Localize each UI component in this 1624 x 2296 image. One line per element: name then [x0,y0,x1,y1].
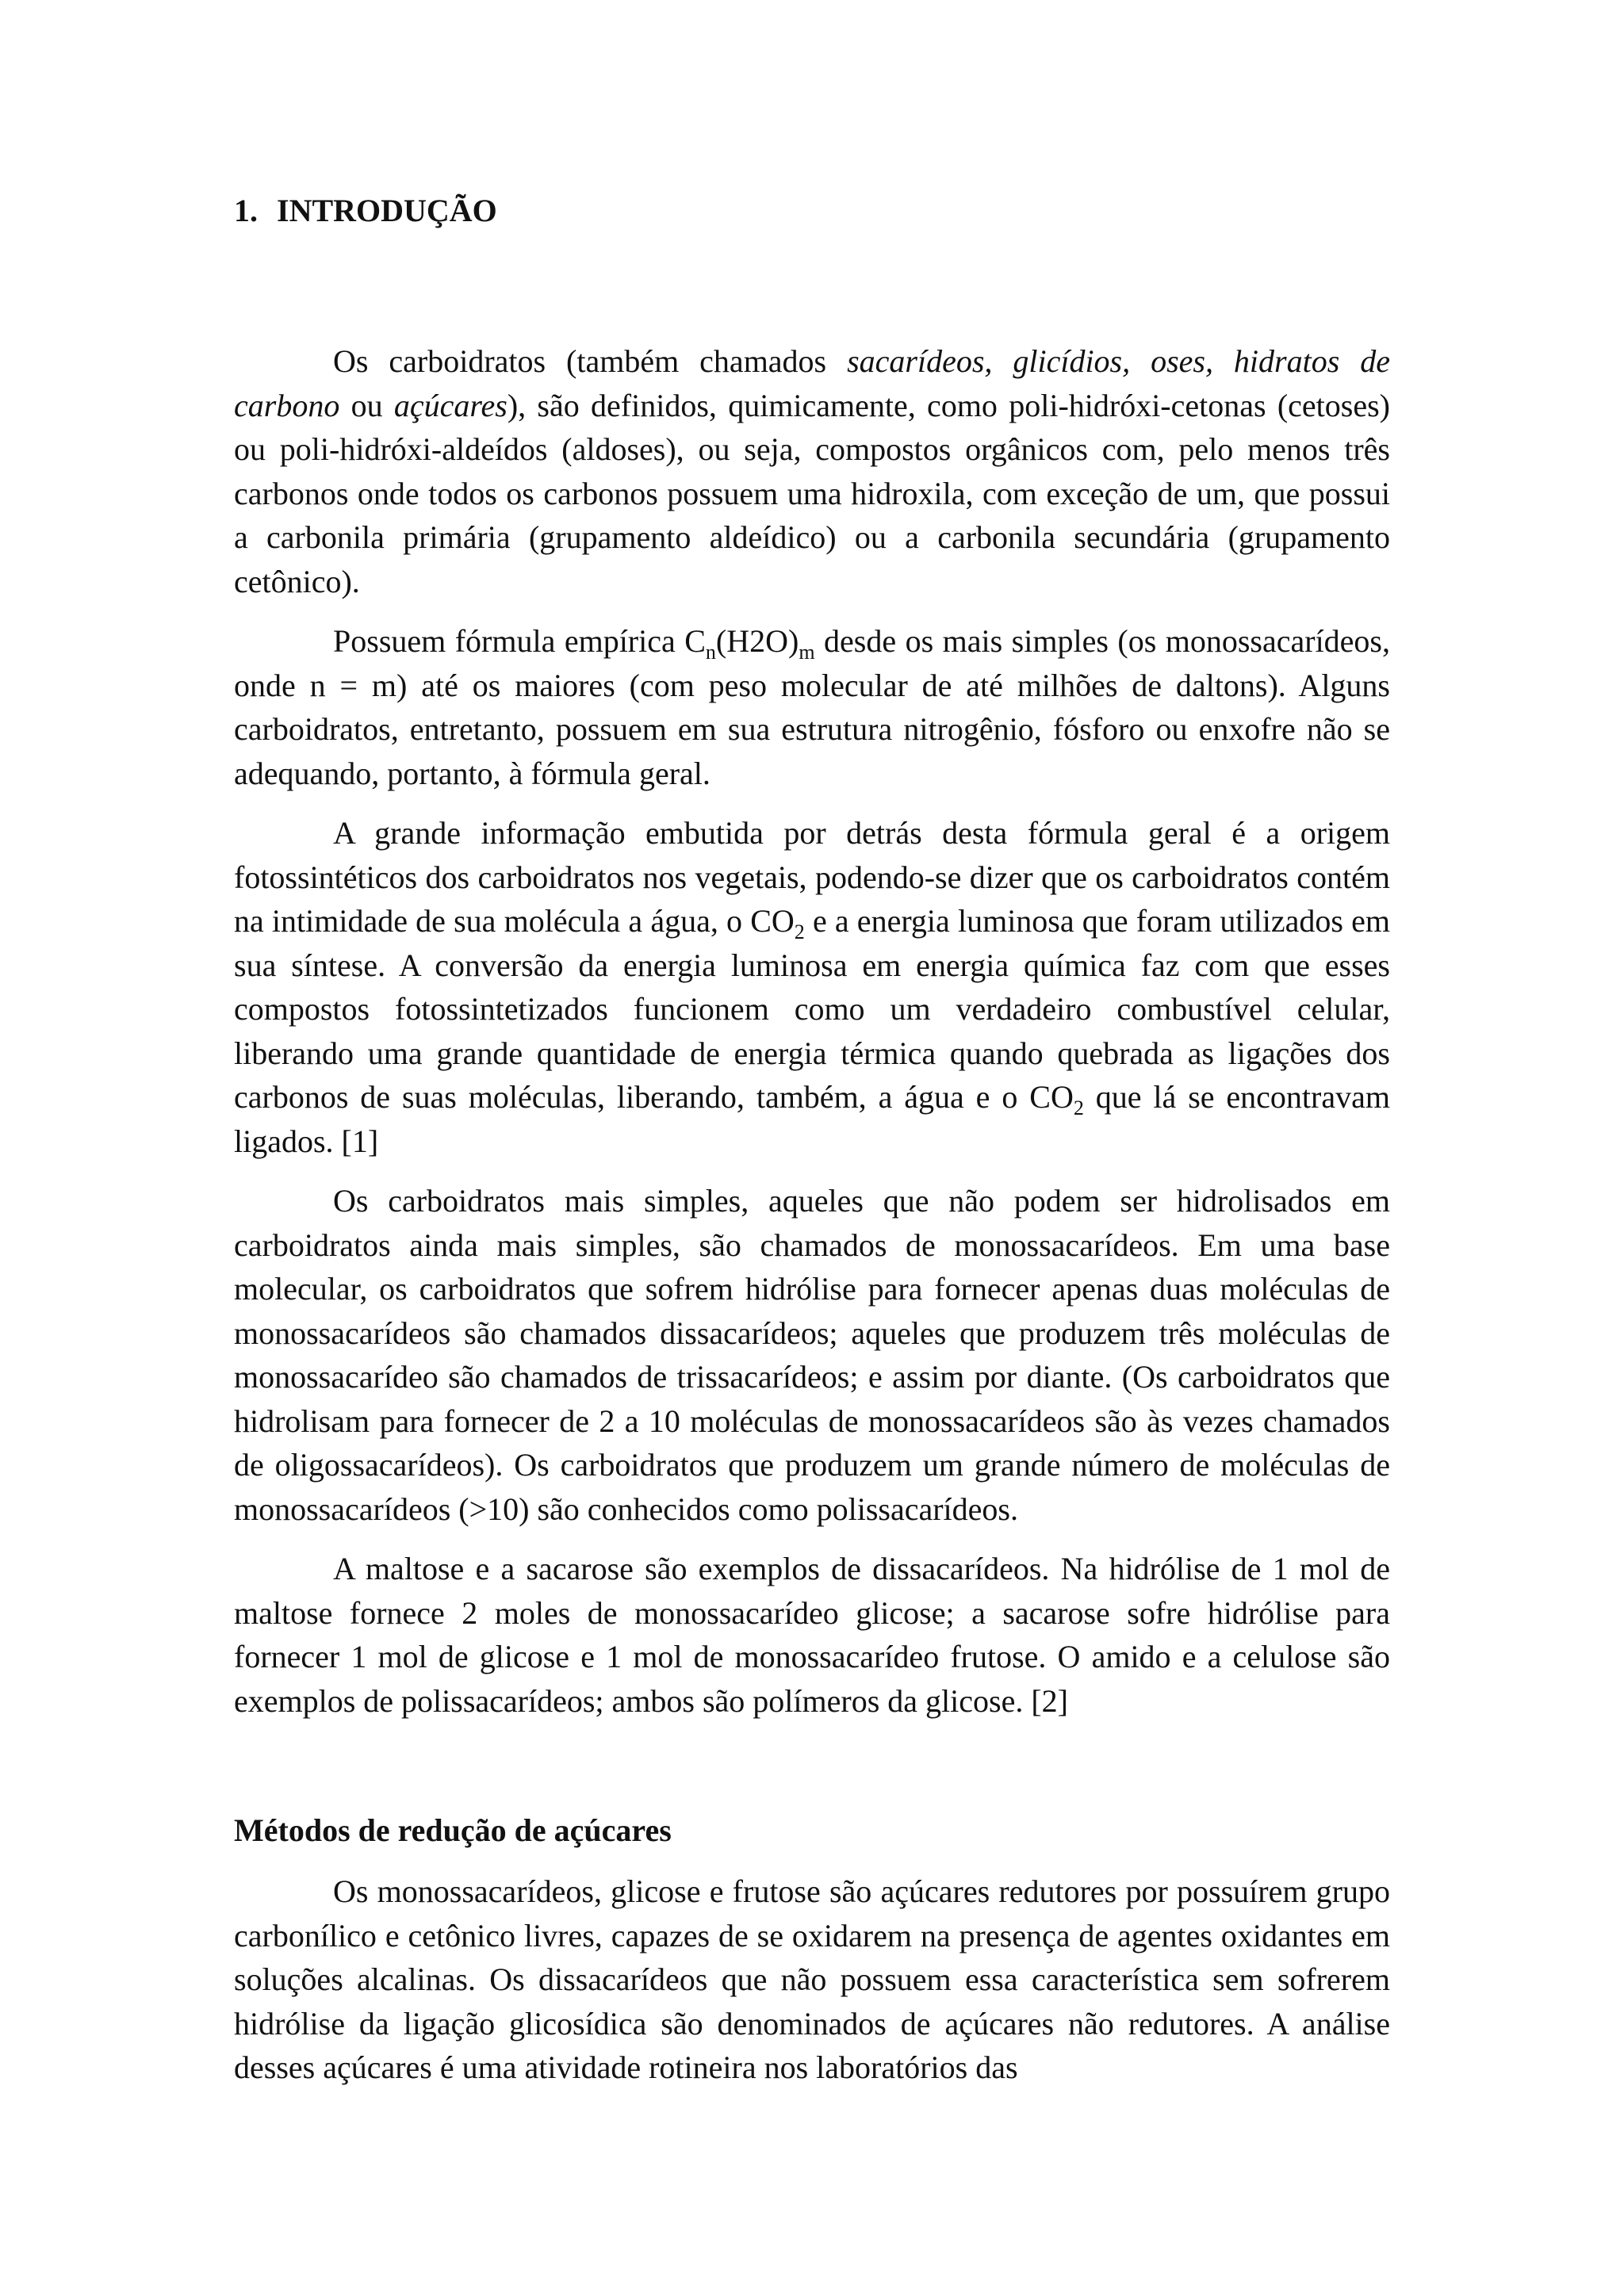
document-page [234,189,1390,2090]
paragraph-disaccharides: A maltose e a sacarose são exemplos de dissacarídeos. Na hidrólise de 1 mol de maltose fornece 2 moles de monossacarídeo glicose; a sacarose sofre hidrólise para fornecer 1 mol de glicose e 1 mol de monossacarídeo frutose. O amido e a celulose são exemplos de polissacarídeos; ambos são polímeros da glicose. [2] [234,1551,1390,1719]
paragraph-monosaccharides: Os carboidratos mais simples, aqueles que não podem ser hidrolisados em carboidratos ainda mais simples, são chamados de monossacarídeos. Em uma base molecular, os carboidratos que sofrem hidrólise para fornecer apenas duas moléculas de monossacarídeos são chamados dissacarídeos; aqueles que produzem três moléculas de monossacarídeo são chamados de trissacarídeos; e assim por diante. (Os carboidratos que hidrolisam para fornecer de 2 a 10 moléculas de monossacarídeos são às vezes chamados de oligossacarídeos). Os carboidratos que produzem um grande número de moléculas de monossacarídeos (>10) são conhecidos como polissacarídeos. [234,1183,1390,1527]
section-heading-metodos: Métodos de redução de açúcares [234,1812,672,1848]
paragraph-definition: Os carboidratos (também chamados sacarídeos, glicídios, oses, hidratos de carbono ou açúcares), são definidos, quimicamente, como poli-hidróxi-cetonas (cetoses) ou poli-hidróxi-aldeídos (aldoses), ou seja, compostos orgânicos com, pelo menos três carbonos onde todos os carbonos possuem uma hidroxila, com exceção de um, que possui a carbonila primária (grupamento aldeídico) ou a carbonila secundária (grupamento cetônico). [234,343,1390,599]
section-number: 1. [234,193,258,228]
section-heading-introducao [234,189,1390,232]
section-title: INTRODUÇÃO [277,193,497,228]
paragraph-reducing-sugars: Os monossacarídeos, glicose e frutose são açúcares redutores por possuírem grupo carbonílico e cetônico livres, capazes de se oxidarem na presença de agentes oxidantes em soluções alcalinas. Os dissacarídeos que não possuem essa característica sem sofrerem hidrólise da ligação glicosídica são denominados de açúcares não redutores. A análise desses açúcares é uma atividade rotineira nos laboratórios das [234,1873,1390,2085]
paragraph-photosynthesis: A grande informação embutida por detrás desta fórmula geral é a origem fotossintéticos dos carboidratos nos vegetais, podendo-se dizer que os carboidratos contém na intimidade de sua molécula a água, o $CO_2$ e a energia luminosa que foram utilizados em sua síntese. A conversão da energia luminosa em energia química faz com que esses compostos fotossintetizados funcionem como um verdadeiro combustível celular, liberando uma grande quantidade de energia térmica quando quebrada as ligações dos carbonos de suas moléculas, liberando, também, a água e o $CO_2$ que lá se encontravam ligados. [1] [234,815,1390,1159]
paragraph-formula: Possuem fórmula empírica $C_n(H2O)_m$ desde os mais simples (os monossacarídeos, onde n = m) até os maiores (com peso molecular de até milhões de daltons). Alguns carboidratos, entretanto, possuem em sua estrutura nitrogênio, fósforo ou enxofre não se adequando, portanto, à fórmula geral. [234,623,1390,791]
